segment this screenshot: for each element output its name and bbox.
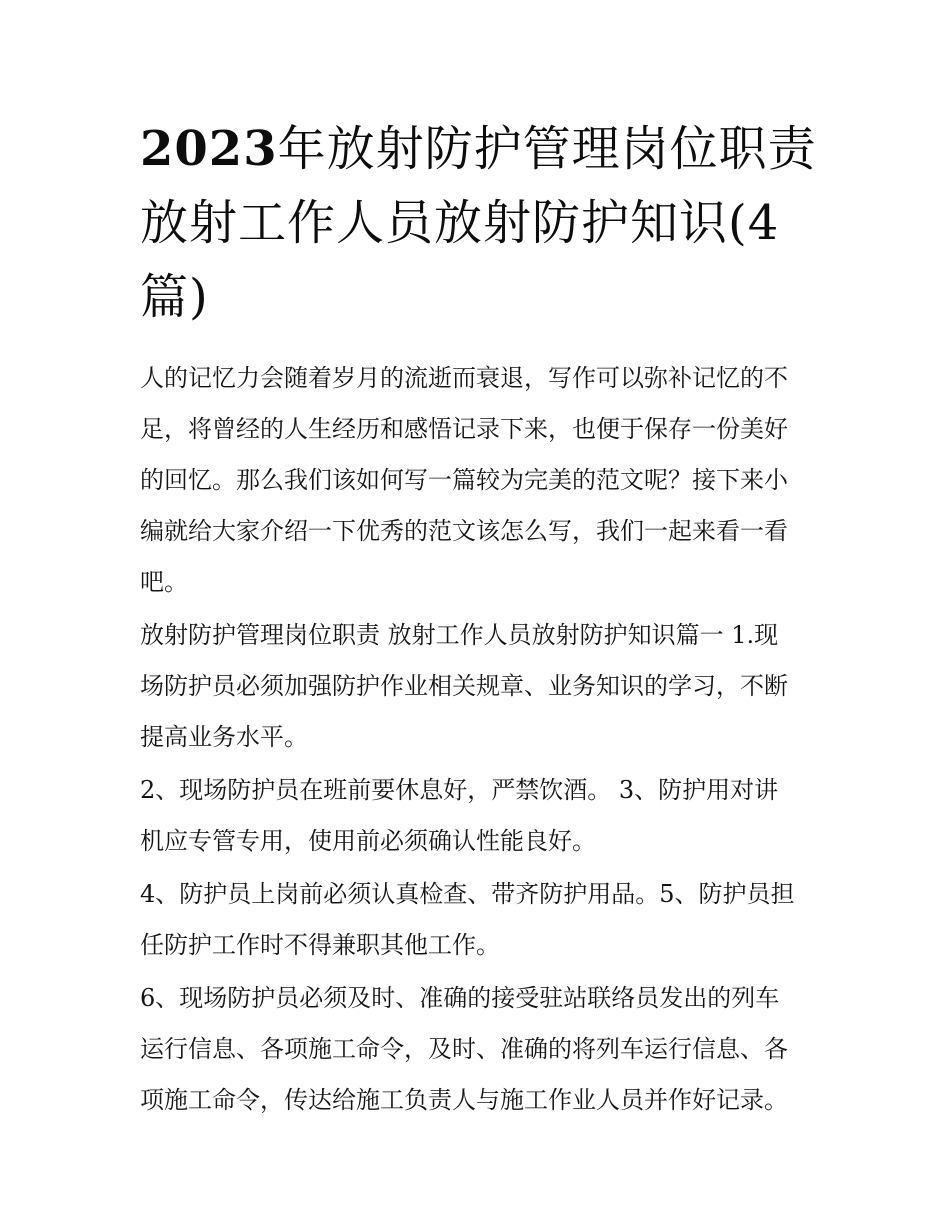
text-line: 机应专管专用，使用前必须确认性能良好。: [140, 827, 596, 855]
title-line-1: [140, 112, 820, 186]
paragraph-intro: [140, 353, 820, 608]
paragraph-item-6: [140, 973, 820, 1126]
paragraph-items-2-3: [140, 765, 820, 867]
text-line: 的回忆。那么我们该如何写一篇较为完美的范文呢？接下来小: [140, 466, 788, 494]
text-line: 4、防护员上岗前必须认真检查、带齐防护用品。5、防护员担: [140, 880, 795, 908]
text-line: 2、现场防护员在班前要休息好，严禁饮酒。 3、防护用对讲: [140, 776, 779, 804]
text-line: 足，将曾经的人生经历和感悟记录下来，也便于保存一份美好: [140, 415, 788, 443]
text-line: 吧。: [140, 568, 188, 596]
paragraph-items-4-5: [140, 869, 820, 971]
document-title: [140, 112, 820, 334]
title-line-3: 篇): [140, 269, 209, 325]
title-year: 2023: [140, 121, 278, 177]
text-line: 人的记忆力会随着岁月的流逝而衰退，写作可以弥补记忆的不: [140, 364, 788, 392]
text-line: 6、现场防护员必须及时、准确的接受驻站联络员发出的列车: [140, 984, 780, 1012]
text-line: 场防护员必须加强防护作业相关规章、业务知识的学习，不断: [140, 672, 788, 700]
text-line: 提高业务水平。: [140, 723, 308, 751]
text-line: 放射防护管理岗位职责 放射工作人员放射防护知识篇一 1.现: [140, 621, 779, 649]
document-body: [140, 353, 820, 1128]
text-line: 任防护工作时不得兼职其他工作。: [140, 931, 500, 959]
text-line: 项施工命令，传达给施工负责人与施工作业人员并作好记录。: [140, 1086, 788, 1114]
text-line: 编就给大家介绍一下优秀的范文该怎么写，我们一起来看一看: [140, 517, 788, 545]
paragraph-section-1: [140, 610, 820, 763]
text-line: 运行信息、各项施工命令，及时、准确的将列车运行信息、各: [140, 1035, 788, 1063]
title-line-2: 放射工作人员放射防护知识(4: [140, 195, 780, 251]
title-line-1-text: 年放射防护管理岗位职责: [277, 121, 817, 177]
